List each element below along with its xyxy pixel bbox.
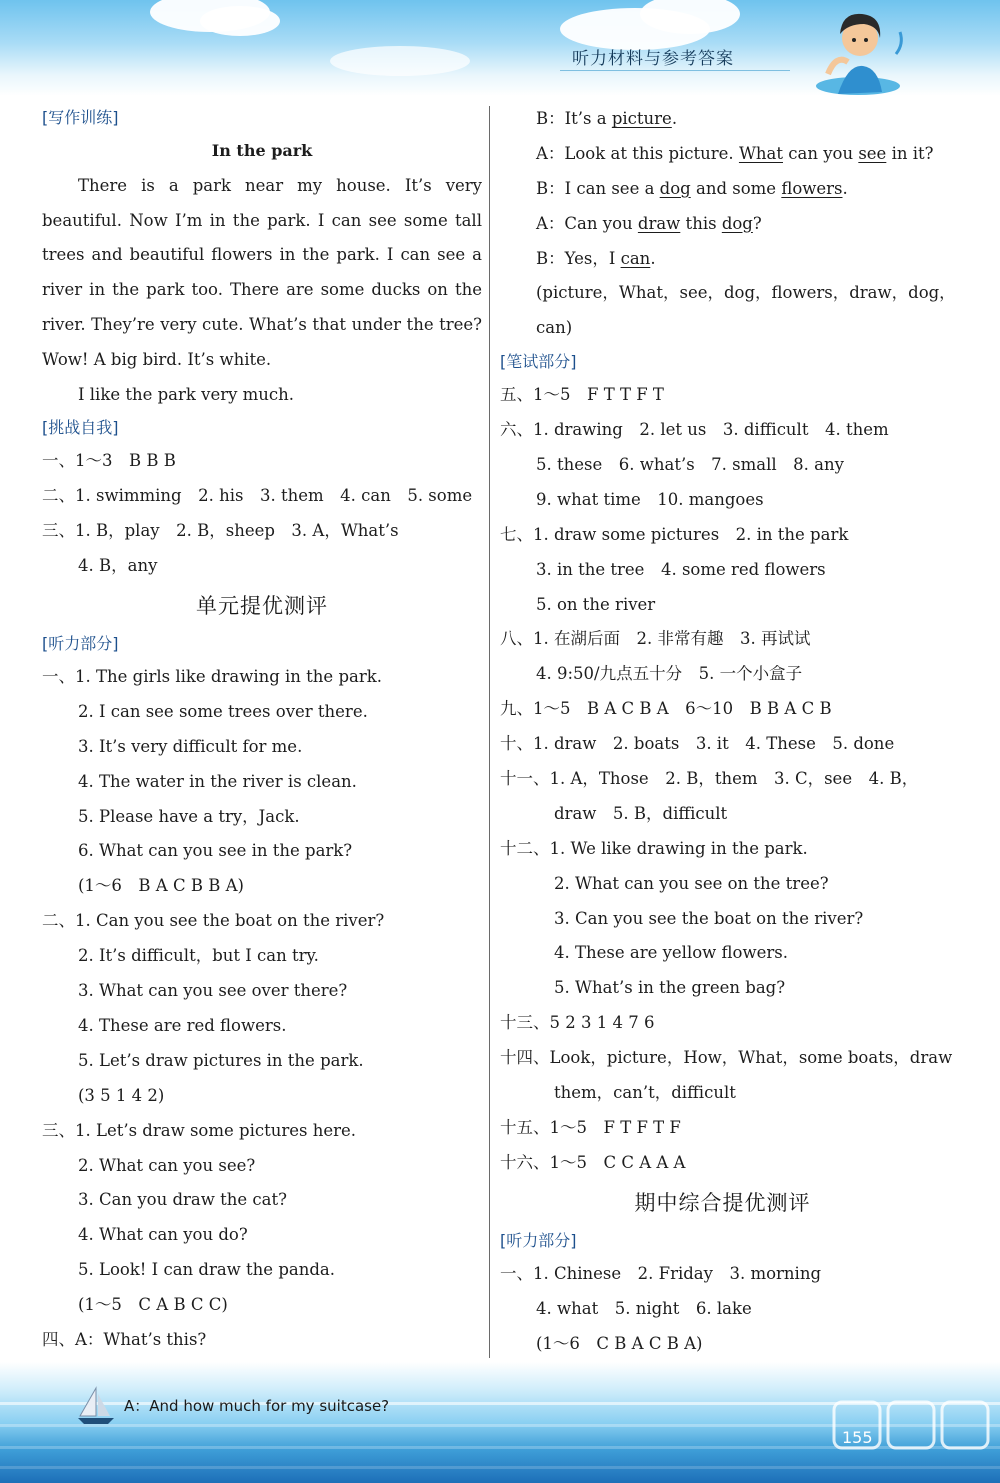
text: . bbox=[650, 248, 656, 268]
answer-line: 八、1. 在湖后面 2. 非常有趣 3. 再试试 bbox=[500, 629, 811, 649]
transcript-line: 3. Can you draw the cat? bbox=[78, 1190, 287, 1210]
underlined-word: see bbox=[858, 143, 887, 163]
answer-line: 十三、5 2 3 1 4 7 6 bbox=[500, 1013, 655, 1033]
transcript-line: 5. Look! I can draw the panda. bbox=[78, 1260, 335, 1280]
answer-line: 5. these 6. what’s 7. small 8. any bbox=[536, 455, 844, 475]
transcript-line: 6. What can you see in the park? bbox=[78, 841, 353, 861]
answer-line: 一、1. Chinese 2. Friday 3. morning bbox=[500, 1263, 822, 1283]
transcript-line: 4. What can you do? bbox=[78, 1225, 248, 1245]
dialogue-line bbox=[500, 207, 945, 242]
essay-title: In the park bbox=[211, 141, 313, 160]
text: B：I can see a bbox=[536, 178, 660, 198]
transcript-line: 5. Let’s draw pictures in the park. bbox=[78, 1050, 364, 1070]
text: can you bbox=[783, 143, 859, 163]
left-column bbox=[42, 102, 482, 1358]
column-divider bbox=[489, 106, 490, 1358]
transcript-line: 4. These are red flowers. bbox=[78, 1015, 287, 1035]
underlined-word: flowers bbox=[781, 178, 843, 198]
answer-line: 六、1. drawing 2. let us 3. difficult 4. them bbox=[500, 420, 889, 440]
dialogue-line bbox=[500, 137, 945, 172]
answer-line: 4. 9:50/九点五十分 5. 一个小盒子 bbox=[536, 664, 803, 684]
answer-key: (1～5 C A B C C) bbox=[78, 1295, 228, 1315]
text: and some bbox=[690, 178, 782, 198]
dialogue-line bbox=[500, 172, 945, 207]
underlined-word: picture bbox=[611, 109, 672, 128]
section-tag-listening: [听力部分] bbox=[42, 634, 119, 654]
text: this bbox=[680, 213, 722, 233]
transcript-line: 四、A：What’s this? bbox=[42, 1329, 207, 1349]
dialogue-line bbox=[500, 242, 945, 277]
underlined-word: can bbox=[620, 248, 651, 268]
answer-line: 4. B，any bbox=[78, 556, 158, 576]
answer-key: can) bbox=[536, 318, 573, 338]
text: . bbox=[842, 178, 848, 198]
essay-paragraph: I like the park very much. bbox=[78, 384, 295, 404]
answer-line: 十四、Look，picture，How，What，some boats，draw bbox=[500, 1048, 953, 1068]
text: in it? bbox=[886, 143, 934, 163]
transcript-line: 二、1. Can you see the boat on the river? bbox=[42, 911, 385, 931]
header-title: 听力材料与参考答案 bbox=[572, 49, 734, 69]
text: B：Yes，I bbox=[536, 248, 621, 268]
text: . bbox=[671, 109, 678, 128]
answer-line: them，can’t，difficult bbox=[554, 1083, 736, 1103]
text: B：It’s a bbox=[536, 109, 612, 128]
answer-line: 4. These are yellow flowers. bbox=[554, 943, 788, 963]
answer-key: (1～6 C B A C B A) bbox=[536, 1333, 703, 1353]
answer-line: 3. Can you see the boat on the river? bbox=[554, 908, 864, 928]
transcript-line: 5. Please have a try，Jack. bbox=[78, 806, 300, 826]
answer-line: 2. What can you see on the tree? bbox=[554, 873, 829, 893]
section-tag-listening: [听力部分] bbox=[500, 1230, 577, 1250]
text: A：Look at this picture. bbox=[536, 143, 739, 163]
unit-title: 单元提优测评 bbox=[196, 594, 328, 619]
answer-key: (3 5 1 4 2) bbox=[78, 1085, 165, 1105]
answer-line: 4. what 5. night 6. lake bbox=[536, 1298, 752, 1318]
transcript-line: 2. I can see some trees over there. bbox=[78, 701, 368, 721]
answer-key: (1～6 B A C B B A) bbox=[78, 876, 244, 896]
answer-line: 一、1～3 B B B bbox=[42, 451, 176, 471]
transcript-line: 三、1. Let’s draw some pictures here. bbox=[42, 1120, 356, 1140]
mascot-illustration-icon bbox=[808, 4, 908, 96]
answer-line: 十五、1～5 F T F T F bbox=[500, 1117, 681, 1137]
answer-line: 十六、1～5 C C A A A bbox=[500, 1152, 686, 1172]
underlined-word: What bbox=[738, 143, 783, 163]
answer-line: draw 5. B，difficult bbox=[554, 803, 728, 823]
answer-line: 十二、1. We like drawing in the park. bbox=[500, 838, 808, 858]
answer-line: 9. what time 10. mangoes bbox=[536, 489, 764, 509]
answer-line: 七、1. draw some pictures 2. in the park bbox=[500, 524, 849, 544]
text: A：Can you bbox=[536, 213, 638, 233]
section-tag-written: [笔试部分] bbox=[500, 352, 577, 372]
transcript-line: 3. It’s very difficult for me. bbox=[78, 736, 303, 756]
answer-line: 九、1～5 B A C B A 6～10 B B A C B bbox=[500, 699, 832, 719]
essay-paragraph: There is a park near my house. It’s very beautiful. Now I’m in the park. I can see some tall trees and beautiful flowers in the park. I can see a river in the park too. There are some ducks on the river. They’re very cute. What’s that under the tree? Wow! A big bird. It’s white. bbox=[42, 175, 482, 369]
footer-dialogue: A：And how much for my suitcase? bbox=[124, 1397, 390, 1415]
header-rule bbox=[560, 70, 790, 71]
answer-line: 二、1. swimming 2. his 3. them 4. can 5. some bbox=[42, 486, 473, 506]
answer-line: 十一、1. A，Those 2. B，them 3. C，see 4. B， bbox=[500, 769, 919, 789]
answer-line: 5. on the river bbox=[536, 594, 656, 614]
transcript-line: 2. It’s difficult，but I can try. bbox=[78, 946, 319, 966]
transcript-line: 2. What can you see? bbox=[78, 1155, 256, 1175]
text: ? bbox=[752, 213, 762, 233]
answer-line: 5. What’s in the green bag? bbox=[554, 978, 786, 998]
answer-line: 3. in the tree 4. some red flowers bbox=[536, 559, 826, 579]
underlined-word: draw bbox=[637, 213, 681, 233]
midterm-title: 期中综合提优测评 bbox=[634, 1190, 811, 1215]
answer-line: 十、1. draw 2. boats 3. it 4. These 5. done bbox=[500, 734, 895, 754]
section-tag-challenge: [挑战自我] bbox=[42, 418, 119, 438]
transcript-line: 4. The water in the river is clean. bbox=[78, 771, 357, 791]
transcript-line: 3. What can you see over there? bbox=[78, 981, 348, 1001]
right-column bbox=[500, 102, 956, 1361]
sailboat-icon bbox=[74, 1384, 118, 1428]
answer-key: (picture，What，see，dog，flowers，draw，dog， bbox=[536, 283, 956, 303]
dialogue-line bbox=[500, 102, 945, 137]
page-number: 155 bbox=[842, 1428, 873, 1447]
transcript-line: 一、1. The girls like drawing in the park. bbox=[42, 667, 382, 687]
answer-line: 三、1. B，play 2. B，sheep 3. A，What’s bbox=[42, 521, 399, 541]
watermark-logo-icon bbox=[832, 1392, 992, 1462]
underlined-word: dog bbox=[721, 213, 753, 233]
section-tag-writing: [写作训练] bbox=[42, 108, 119, 127]
answer-line: 五、1～5 F T T F T bbox=[500, 385, 664, 405]
underlined-word: dog bbox=[659, 178, 691, 198]
